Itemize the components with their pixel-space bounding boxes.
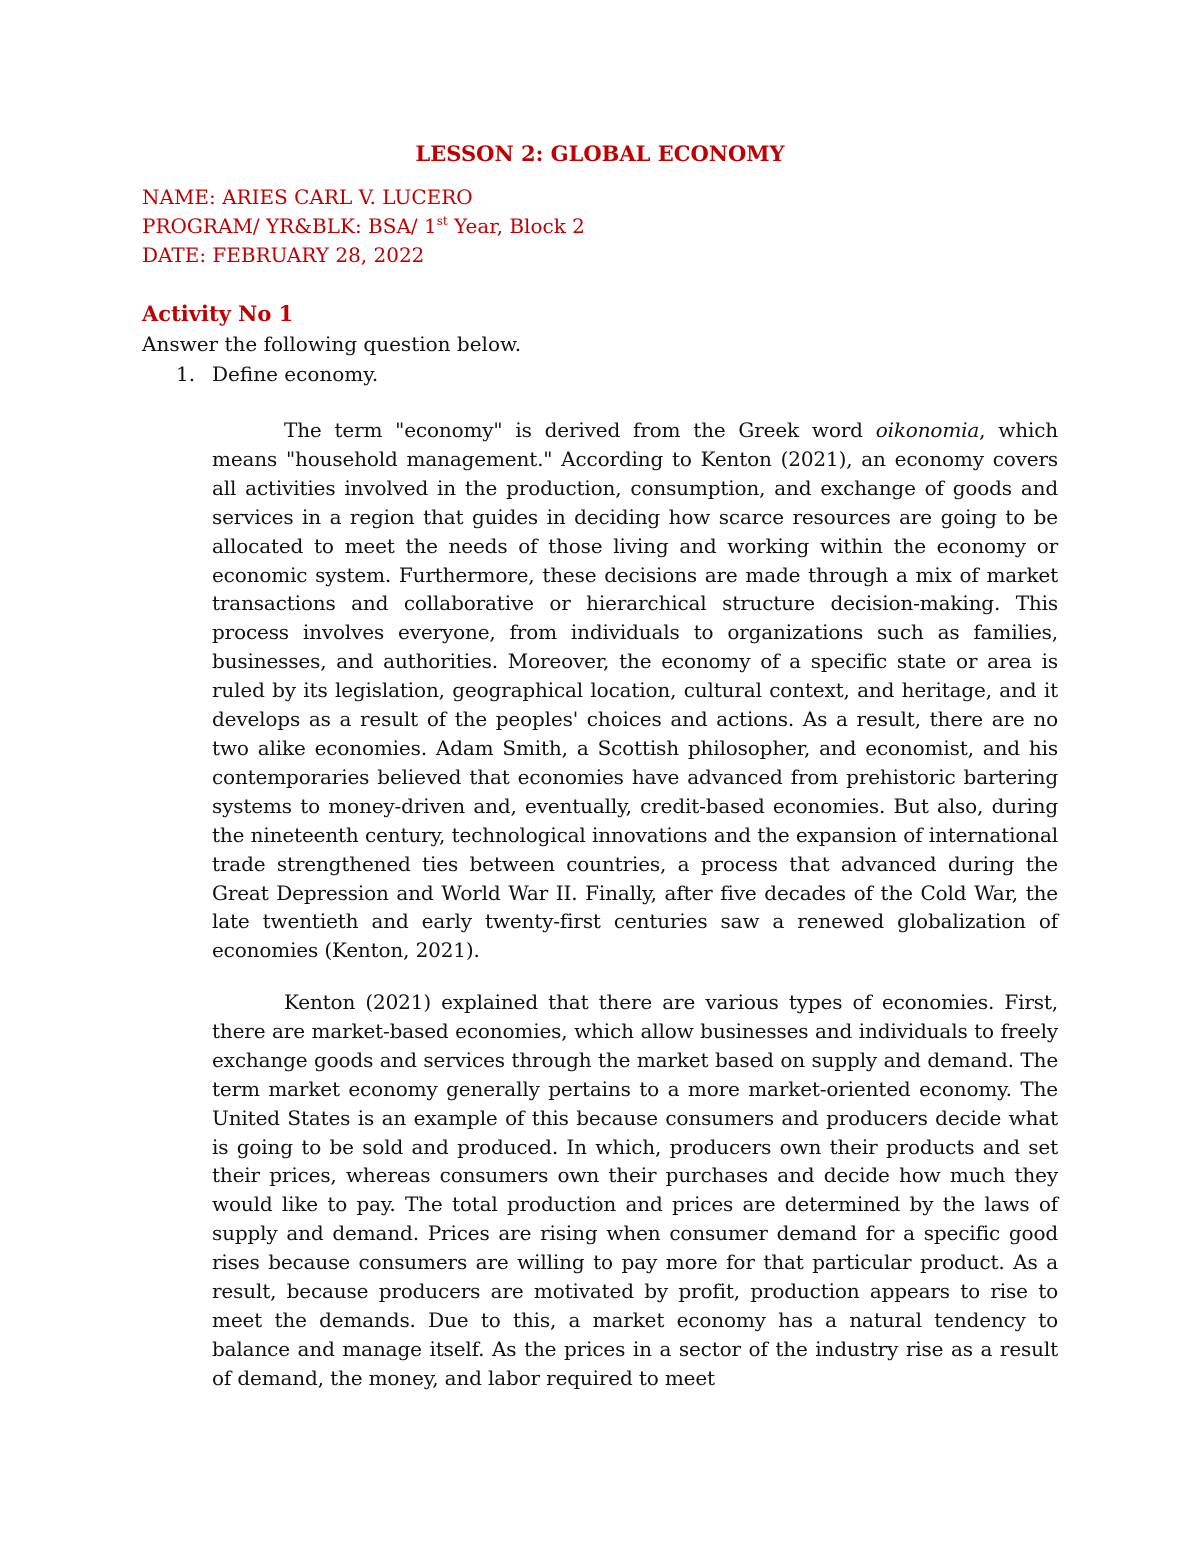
question-number: 1. [176,362,196,386]
answer-paragraph-1 [212,416,1058,965]
lesson-title: LESSON 2: GLOBAL ECONOMY [415,141,785,166]
paragraph1-italic-term: oikonomia [875,418,980,442]
question-item [176,360,378,389]
question-text: Define economy. [212,362,379,386]
student-program [142,212,585,241]
student-name: NAME: ARIES CARL V. LUCERO [142,185,473,209]
program-prefix: PROGRAM/ YR&BLK: BSA/ 1 [142,214,437,238]
student-info [142,183,585,270]
paragraph1-rest: , which means "household management." According to Kenton (2021), an economy covers all activities involved in the production, consumption, and exchange of goods and services in a region that guides in deciding how scarce resources are going to be allocated to meet the needs of those living and working within the economy or economic system. Furthermore, these decisions are made through a mix of market transactions and collaborative or hierarchical structure decision-making. This process involves everyone, from individuals to organizations such as families, businesses, and authorities. Moreover, the economy of a specific state or area is ruled by its legislation, geographical location, cultural context, and heritage, and it develops as a result of the peoples' choices and actions. As a result, there are no two alike economies. Adam Smith, a Scottish philosopher, and economist, and his contemporaries believed that economies have advanced from prehistoric bartering systems to money-driven and, eventually, credit-based economies. But also, during the nineteenth century, technological innovations and the expansion of international trade strengthened ties between countries, a process that advanced during the Great Depression and World War II. Finally, after five decades of the Cold War, the late twentieth and early twenty-first centuries saw a renewed globalization of economies (Kenton, 2021). [212,418,1058,963]
activity-heading: Activity No 1 [142,301,294,326]
instruction-text: Answer the following question below. [142,332,522,356]
paragraph1-start: The term "economy" is derived from the Greek word [284,418,876,442]
program-superscript: st [436,214,448,228]
submission-date: DATE: FEBRUARY 28, 2022 [142,243,425,267]
program-suffix: Year, Block 2 [447,214,585,238]
answer-paragraph-2: Kenton (2021) explained that there are various types of economies. First, there are market-based economies, which allow businesses and individuals to freely exchange goods and services through the market based on supply and demand. The term market economy generally pertains to a more market-oriented economy. The United States is an example of this because consumers and producers decide what is going to be sold and produced. In which, producers own their products and set their prices, whereas consumers own their purchases and decide how much they would like to pay. The total production and prices are determined by the laws of supply and demand. Prices are rising when consumer demand for a specific good rises because consumers are willing to pay more for that particular product. As a result, because producers are motivated by profit, production appears to rise to meet the demands. Due to this, a market economy has a natural tendency to balance and manage itself. As the prices in a sector of the industry rise as a result of demand, the money, and labor required to meet [212,990,1058,1390]
